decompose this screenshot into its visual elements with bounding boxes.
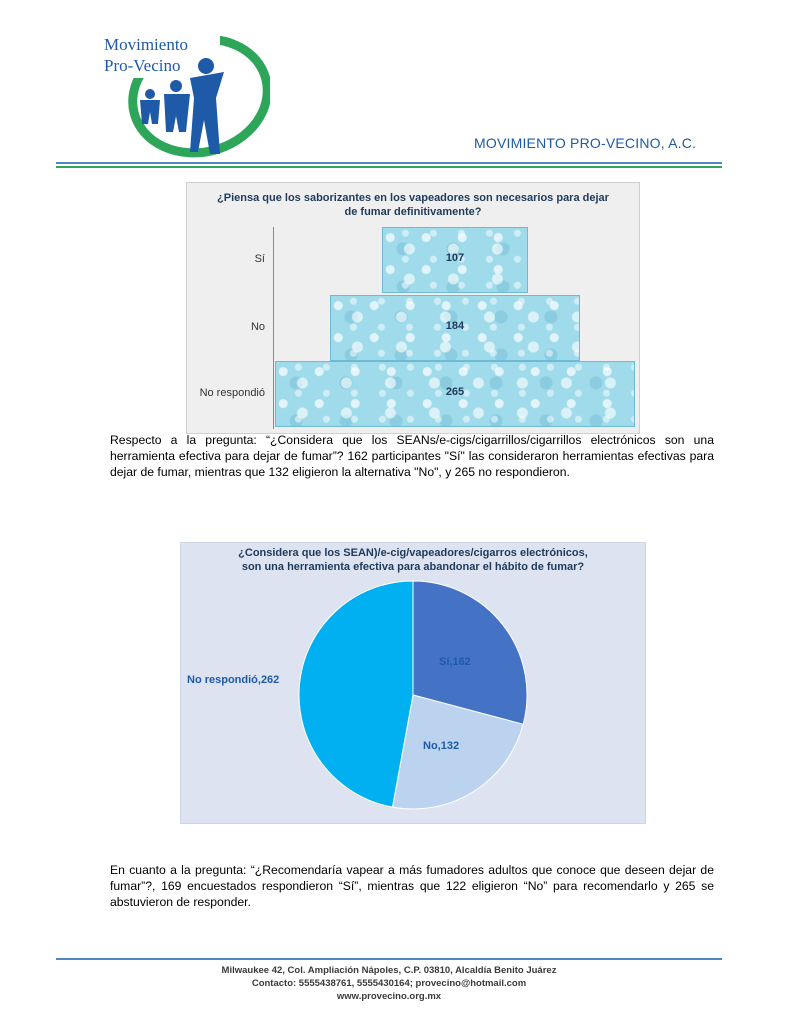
chart1-bar xyxy=(330,295,581,361)
footer-contact: Contacto: 5555438761, 5555430164; provecino@hotmail.com xyxy=(251,978,527,989)
footer xyxy=(56,964,722,1003)
logo-text-line1: Movimiento xyxy=(104,35,189,54)
chart1-title xyxy=(197,191,629,219)
header-divider-blue xyxy=(56,162,722,164)
pie-slice-label: No,132 xyxy=(423,740,460,752)
chart1-category-label: No respondió xyxy=(199,387,265,399)
footer-address: Milwaukee 42, Col. Ampliación Nápoles, C.P. 03810, Alcaldía Benito Juárez xyxy=(221,965,557,976)
pie-slice-label: Sí,162 xyxy=(439,656,471,668)
movimiento-pro-vecino-logo xyxy=(100,28,270,163)
organization-name: MOVIMIENTO PRO-VECINO, A.C. xyxy=(474,135,697,151)
chart1-category-label: No xyxy=(250,321,265,333)
pie-slice xyxy=(299,581,413,807)
chart2-title-line1: ¿Considera que los SEAN)/e-cig/vapeadores/cigarros electrónicos, xyxy=(238,547,588,559)
pie-slice-label: No respondió,262 xyxy=(187,674,280,686)
paragraph-effective-tool: Respecto a la pregunta: “¿Considera que los SEANs/e-cigs/cigarrillos/cigarrillos electrónicos son una herramienta efectiva para dejar de fumar”? 162 participantes "Sí" las consideraron herramientas efectivas para dejar de fumar, mientras que 132 eligieron la alternativa "No", y 265 no respondieron. xyxy=(110,433,714,479)
chart1-bar-value: 184 xyxy=(445,320,465,332)
chart1-bar xyxy=(382,227,529,293)
footer-website: www.provecino.org.mx xyxy=(336,991,442,1002)
chart1-title-line2: de fumar definitivamente? xyxy=(344,206,482,218)
chart1-title-line1: ¿Piensa que los saborizantes en los vapeadores son necesarios para dejar xyxy=(217,192,609,204)
pie-svg xyxy=(181,543,645,823)
chart1-bar xyxy=(275,361,635,427)
header-divider-green xyxy=(56,166,722,168)
flavors-necessity-chart xyxy=(186,182,640,434)
chart1-bar-value: 107 xyxy=(445,252,465,264)
chart1-category-label: Sí xyxy=(254,253,265,265)
logo-text-line2: Pro-Vecino xyxy=(104,56,181,75)
paragraph-recommendation: En cuanto a la pregunta: “¿Recomendaría vapear a más fumadores adultos que conoce que deseen dejar de fumar”?, 169 encuestados respondieron “Sí”, mientras que 122 eligieron “No” para recomendarlo y 265 se abstuvieron de responder. xyxy=(110,863,714,909)
chart1-bar-value: 265 xyxy=(445,386,465,398)
chart1-axis xyxy=(273,227,274,429)
footer-divider xyxy=(56,958,722,960)
chart2-title-line2: son una herramienta efectiva para abandonar el hábito de fumar? xyxy=(241,561,585,573)
effectiveness-pie-chart xyxy=(180,542,646,824)
